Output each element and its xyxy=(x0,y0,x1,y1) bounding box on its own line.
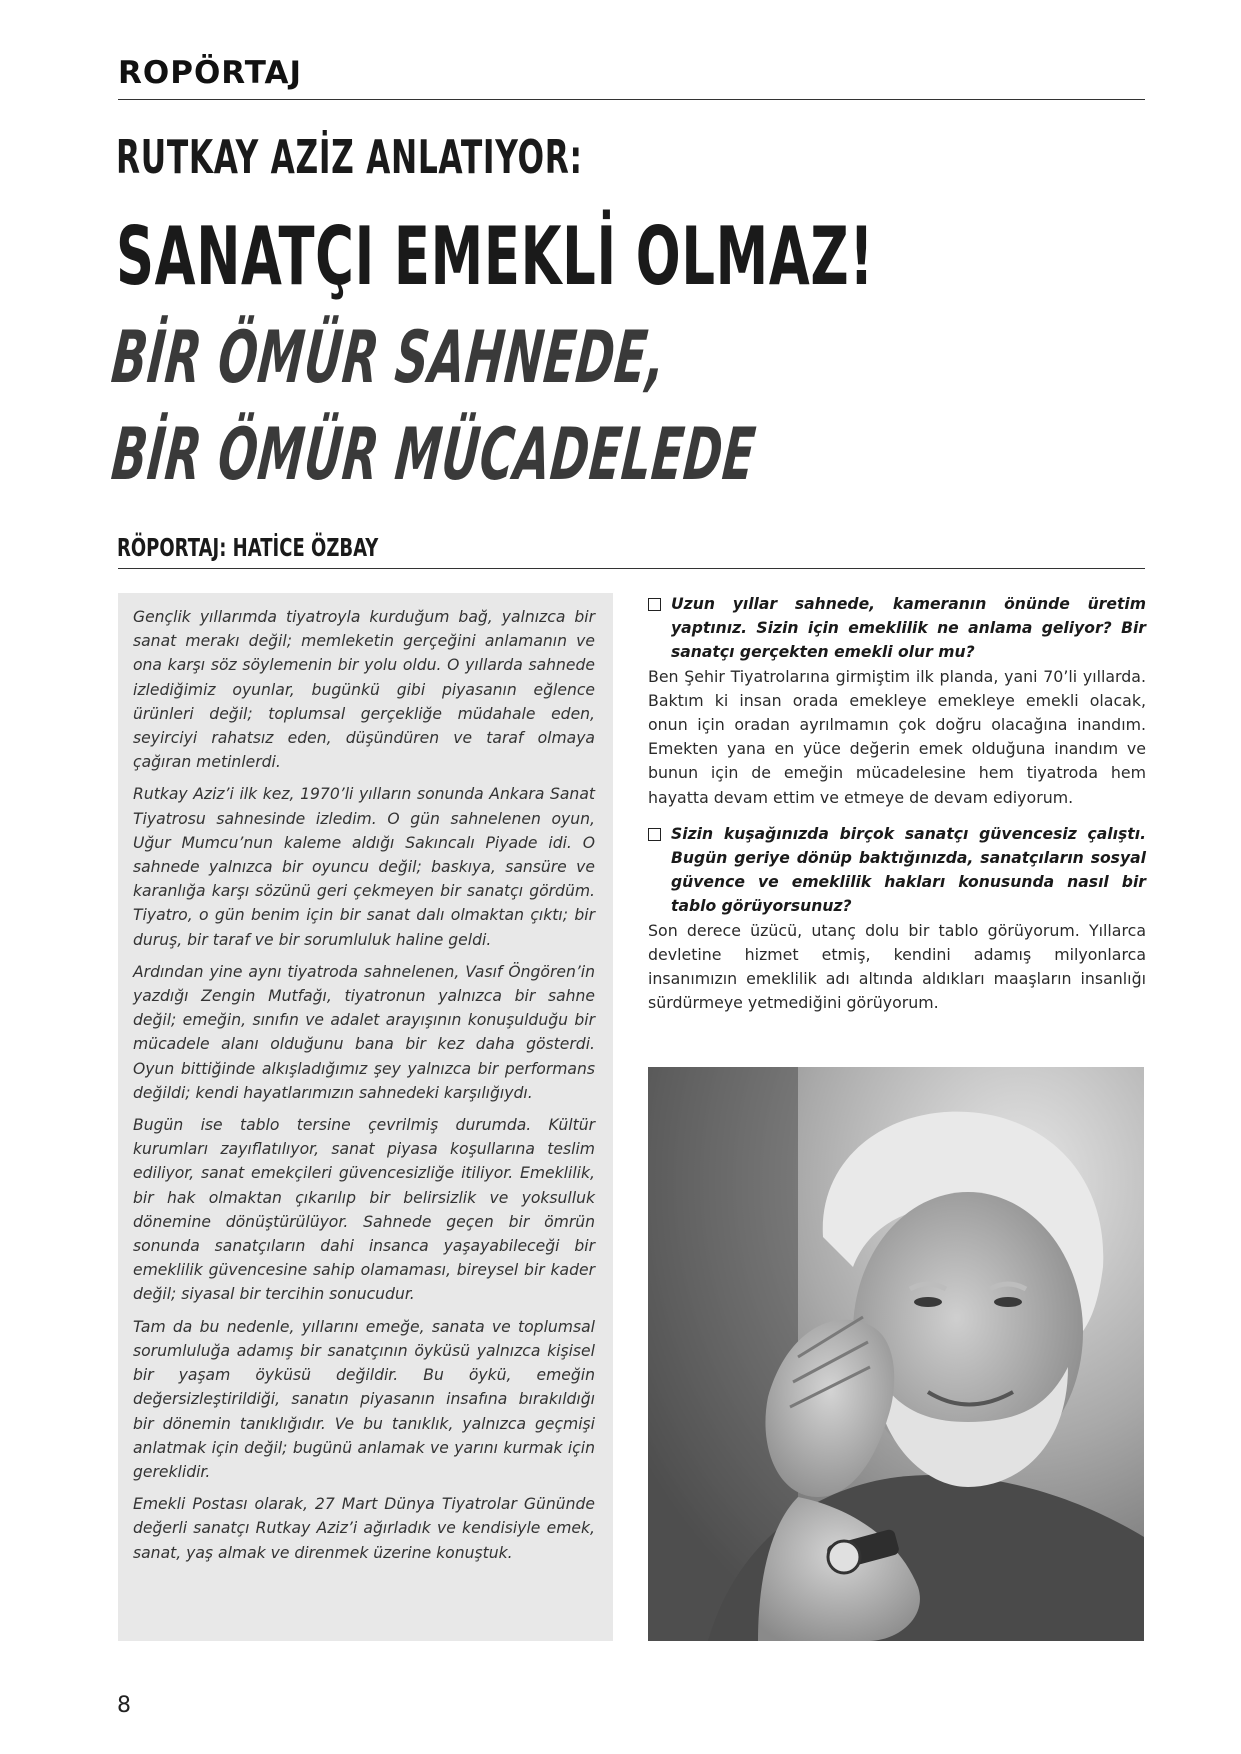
intro-paragraph: Emekli Postası olarak, 27 Mart Dünya Tiyatrolar Gününde değerli sanatçı Rutkay Aziz’i ağırladık ve kendisiyle emek, sanat, yaş almak ve direnmek üzerine konuştuk. xyxy=(133,1495,595,1562)
byline-divider xyxy=(118,568,1145,569)
intro-paragraph: Bugün ise tablo tersine çevrilmiş durumda. Kültür kurumları zayıflatılıyor, sanat piyasa koşullarına teslim ediliyor, sanat emekçileri güvencesizliğe itiliyor. Emeklilik, bir hak olmaktan çıkarılıp bir belirsizlik ve yoksulluk dönemine dönüştürülüyor. Sahnede geçen bir ömrün sonunda sanatçıların dahi insanca yaşayabileceği bir emeklilik güvencesine sahip olamaması, bireysel bir kader değil; siyasal bir tercihin sonucudur. xyxy=(133,1116,595,1304)
interview-column xyxy=(648,592,1146,1027)
intro-paragraph: Tam da bu nedenle, yıllarını emeğe, sanata ve toplumsal sorumluluğa adamış bir sanatçının öyküsü yalnızca kişisel bir yaşam öyküsü değildir. Bu öykü, emeğin değersizleştirildiği, sanatın piyasanın insafına bırakıldığı bir dönemin tanıklığıdır. Ve bu tanıklık, yalnızca geçmişi anlatmak için değil; bugünü anlamak ve yarını kurmak için gereklidir. xyxy=(133,1317,595,1481)
interview-question xyxy=(648,592,1146,665)
section-label: ROPÖRTAJ xyxy=(118,55,303,91)
headline-sub-line-2: BİR ÖMÜR MÜCADELEDE xyxy=(108,412,759,496)
portrait-photo xyxy=(648,1067,1144,1641)
headline-sub-line-1: BİR ÖMÜR SAHNEDE, xyxy=(108,315,670,399)
top-divider xyxy=(118,99,1145,100)
interview-answer: Son derece üzücü, utanç dolu bir tablo görüyorum. Yıllarca devletine hizmet etmiş, kendini adamış milyonlarca insanımızın emeklilik adı altında aldıkları maaşların insanlığı sürdürmeye yetmediğini görüyorum. xyxy=(648,920,1146,1013)
headline-main: SANATÇI EMEKLİ OLMAZ! xyxy=(116,210,875,303)
intro-paragraph: Ardından yine aynı tiyatroda sahnelenen, Vasıf Öngören’in yazdığı Zengin Mutfağı, tiyatronun yalnızca bir sahne değil; emeğin, sınıfın ve adalet arayışının konuşulduğu bir mücadele alanı olduğunu bana bir kez daha gösterdi. Oyun bittiğinde alkışladığımız şey yalnızca bir performans değildi; kendi hayatlarımızın sahnedeki karşılığıydı. xyxy=(133,962,595,1102)
intro-paragraph: Rutkay Aziz’i ilk kez, 1970’li yılların sonunda Ankara Sanat Tiyatrosu sahnesinde izledim. O gün sahnelenen oyun, Uğur Mumcu’nun kaleme aldığı Sakıncalı Piyade idi. O sahnede yalnızca bir oyuncu değil; baskıya, sansüre ve karanlığa karşı sözünü geri çekmeyen bir sanatçı gördüm. Tiyatro, o gün benim için bir sanat dalı olmaktan çıktı; bir duruş, bir taraf ve bir sorumluluk haline geldi. xyxy=(133,785,595,949)
checkbox-bullet-icon xyxy=(648,828,661,841)
portrait-illustration xyxy=(648,1067,1144,1641)
intro-paragraph: Gençlik yıllarımda tiyatroyla kurduğum bağ, yalnızca bir sanat merakı değil; memleketin gerçeğini anlamanın ve ona karşı söz söylemenin bir yolu oldu. O yıllarda sahnede izlediğimiz oyunlar, bugünkü gibi piyasanın eğlence ürünleri değil; toplumsal gerçekliğe müdahale eden, seyirciyi rahatsız eden, düşündüren ve taraf olmaya çağıran metinlerdi. xyxy=(133,608,595,772)
question-text: Uzun yıllar sahnede, kameranın önünde üretim yaptınız. Sizin için emeklilik ne anlama geliyor? Bir sanatçı gerçekten emekli olur mu? xyxy=(671,595,1146,662)
headline-kicker: RUTKAY AZİZ ANLATIYOR: xyxy=(116,130,583,184)
byline: RÖPORTAJ: HATİCE ÖZBAY xyxy=(117,533,379,562)
interview-answer: Ben Şehir Tiyatrolarına girmiştim ilk planda, yani 70’li yıllarda. Baktım ki insan orada emekleye emekleye emekli olacak, onun için oradan ayrılmamın çok doğru olacağına inandım. Emekten yana en yüce değerin emek olduğuna inandım ve bunun için de emeğin mücadelesine hem tiyatroda hem hayatta devam ettim ve etmeye de devam ediyorum. xyxy=(648,666,1146,807)
interview-question xyxy=(648,822,1146,919)
question-text: Sizin kuşağınızda birçok sanatçı güvencesiz çalıştı. Bugün geriye dönüp baktığınızda, sanatçıların sosyal güvence ve emeklilik hakları konusunda nasıl bir tablo görüyorsunuz? xyxy=(671,824,1146,916)
intro-box xyxy=(118,593,613,1641)
page-number: 8 xyxy=(117,1693,131,1718)
checkbox-bullet-icon xyxy=(648,598,661,611)
